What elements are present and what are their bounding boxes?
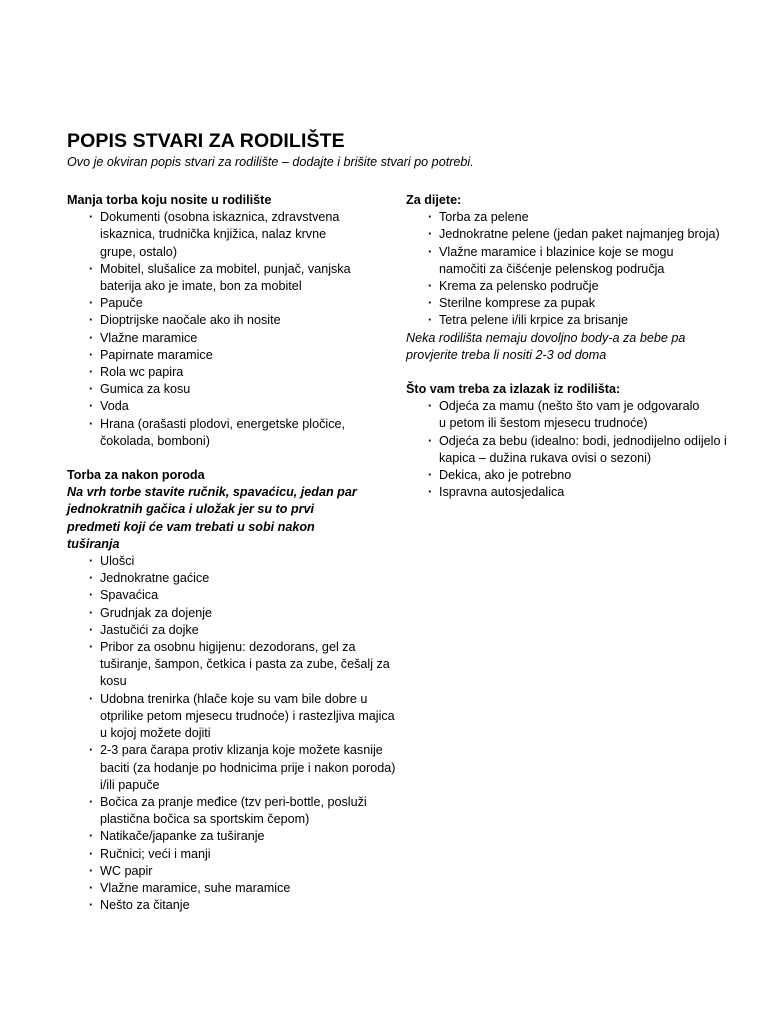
- list-item: · Ispravna autosjedalica: [406, 484, 706, 501]
- list-item: · Udobna trenirka (hlače koje su vam bile dobre u otprilike petom mjesecu trudnoće) i rastezljiva majica u kojoj možete dojiti: [67, 691, 400, 743]
- list-item: · Dekica, ako je potrebno: [406, 467, 706, 484]
- list-item: · Papirnate maramice: [67, 347, 367, 364]
- page-title: POPIS STVARI ZA RODILIŠTE: [67, 130, 345, 152]
- list-item: · Natikače/japanke za tuširanje: [67, 828, 367, 845]
- list-item: · Vlažne maramice: [67, 330, 367, 347]
- list-item: · Papuče: [67, 295, 367, 312]
- section-note-after-birth-bag: Na vrh torbe stavite ručnik, spavaćicu, jedan par jednokratnih gačica i uložak jer su to prvi predmeti koji će vam trebati u sobi nakon tuširanja: [67, 485, 357, 551]
- list-item: · Jednokratne pelene (jedan paket najmanjeg broja): [406, 226, 729, 243]
- list-item: · Krema za pelensko područje: [406, 278, 706, 295]
- list-item: · Vlažne maramice i blazinice koje se mogu namočiti za čišćenje pelenskog područja: [406, 244, 714, 278]
- section-title-for-baby: Za dijete:: [406, 193, 462, 207]
- page-subtitle: Ovo je okviran popis stvari za rodilište – dodajte i brišite stvari po potrebi.: [67, 155, 474, 169]
- list-item: · 2-3 para čarapa protiv klizanja koje možete kasnije baciti (za hodanje po hodnicima prije i nakon poroda) i/ili papuče: [67, 742, 400, 794]
- list-small-bag: [67, 209, 367, 450]
- list-item: · Torba za pelene: [406, 209, 706, 226]
- section-title-leaving-hospital: Što vam treba za izlazak iz rodilišta:: [406, 382, 621, 397]
- list-for-baby: [406, 209, 720, 329]
- list-item: · Jastučići za dojke: [67, 622, 367, 639]
- list-item: · Bočica za pranje međice (tzv peri-bottle, posluži plastična bočica sa sportskim čepom): [67, 794, 390, 828]
- list-item: · Sterilne komprese za pupak: [406, 295, 706, 312]
- list-item: · Pribor za osobnu higijenu: dezodorans, gel za tuširanje, šampon, četkica i pasta za zube, češalj za kosu: [67, 639, 390, 691]
- list-item: · Ulošci: [67, 553, 367, 570]
- list-item: · Nešto za čitanje: [67, 897, 367, 914]
- section-title-small-bag: Manja torba koju nosite u rodilište: [67, 193, 272, 207]
- list-item: · Jednokratne gaćice: [67, 570, 367, 587]
- list-item: · Ručnici; veći i manji: [67, 846, 367, 863]
- list-item: · Rola wc papira: [67, 364, 367, 381]
- list-item: · Voda: [67, 398, 367, 415]
- list-item: · Hrana (orašasti plodovi, energetske pločice, čokolada, bomboni): [67, 416, 390, 450]
- left-column: [67, 192, 396, 914]
- list-item: · Tetra pelene i/ili krpice za brisanje: [406, 312, 706, 329]
- list-item: · WC papir: [67, 863, 367, 880]
- section-title-after-birth-bag: Torba za nakon poroda: [67, 468, 205, 483]
- list-item: · Spavaćica: [67, 587, 367, 604]
- right-column: [406, 192, 727, 501]
- list-item: · Dokumenti (osobna iskaznica, zdravstvena iskaznica, trudnička knjižica, nalaz krvne grupe, ostalo): [67, 209, 350, 261]
- list-item: · Vlažne maramice, suhe maramice: [67, 880, 367, 897]
- list-item: · Gumica za kosu: [67, 381, 367, 398]
- list-after-birth-bag: [67, 553, 396, 914]
- list-item: · Odjeća za bebu (idealno: bodi, jednodijelno odijelo i kapica – dužina rukava ovisi o sezoni): [406, 433, 739, 467]
- list-item: · Odjeća za mamu (nešto što vam je odgovaralo u petom ili šestom mjesecu trudnoće): [406, 398, 704, 432]
- list-leaving-hospital: [406, 398, 727, 501]
- list-item: · Grudnjak za dojenje: [67, 605, 367, 622]
- list-item: · Dioptrijske naočale ako ih nosite: [67, 312, 367, 329]
- note-body-suits: Neka rodilišta nemaju dovoljno body-a za bebe pa provjerite treba li nositi 2-3 od doma: [406, 330, 686, 362]
- list-item: · Mobitel, slušalice za mobitel, punjač, vanjska baterija ako je imate, bon za mobitel: [67, 261, 390, 295]
